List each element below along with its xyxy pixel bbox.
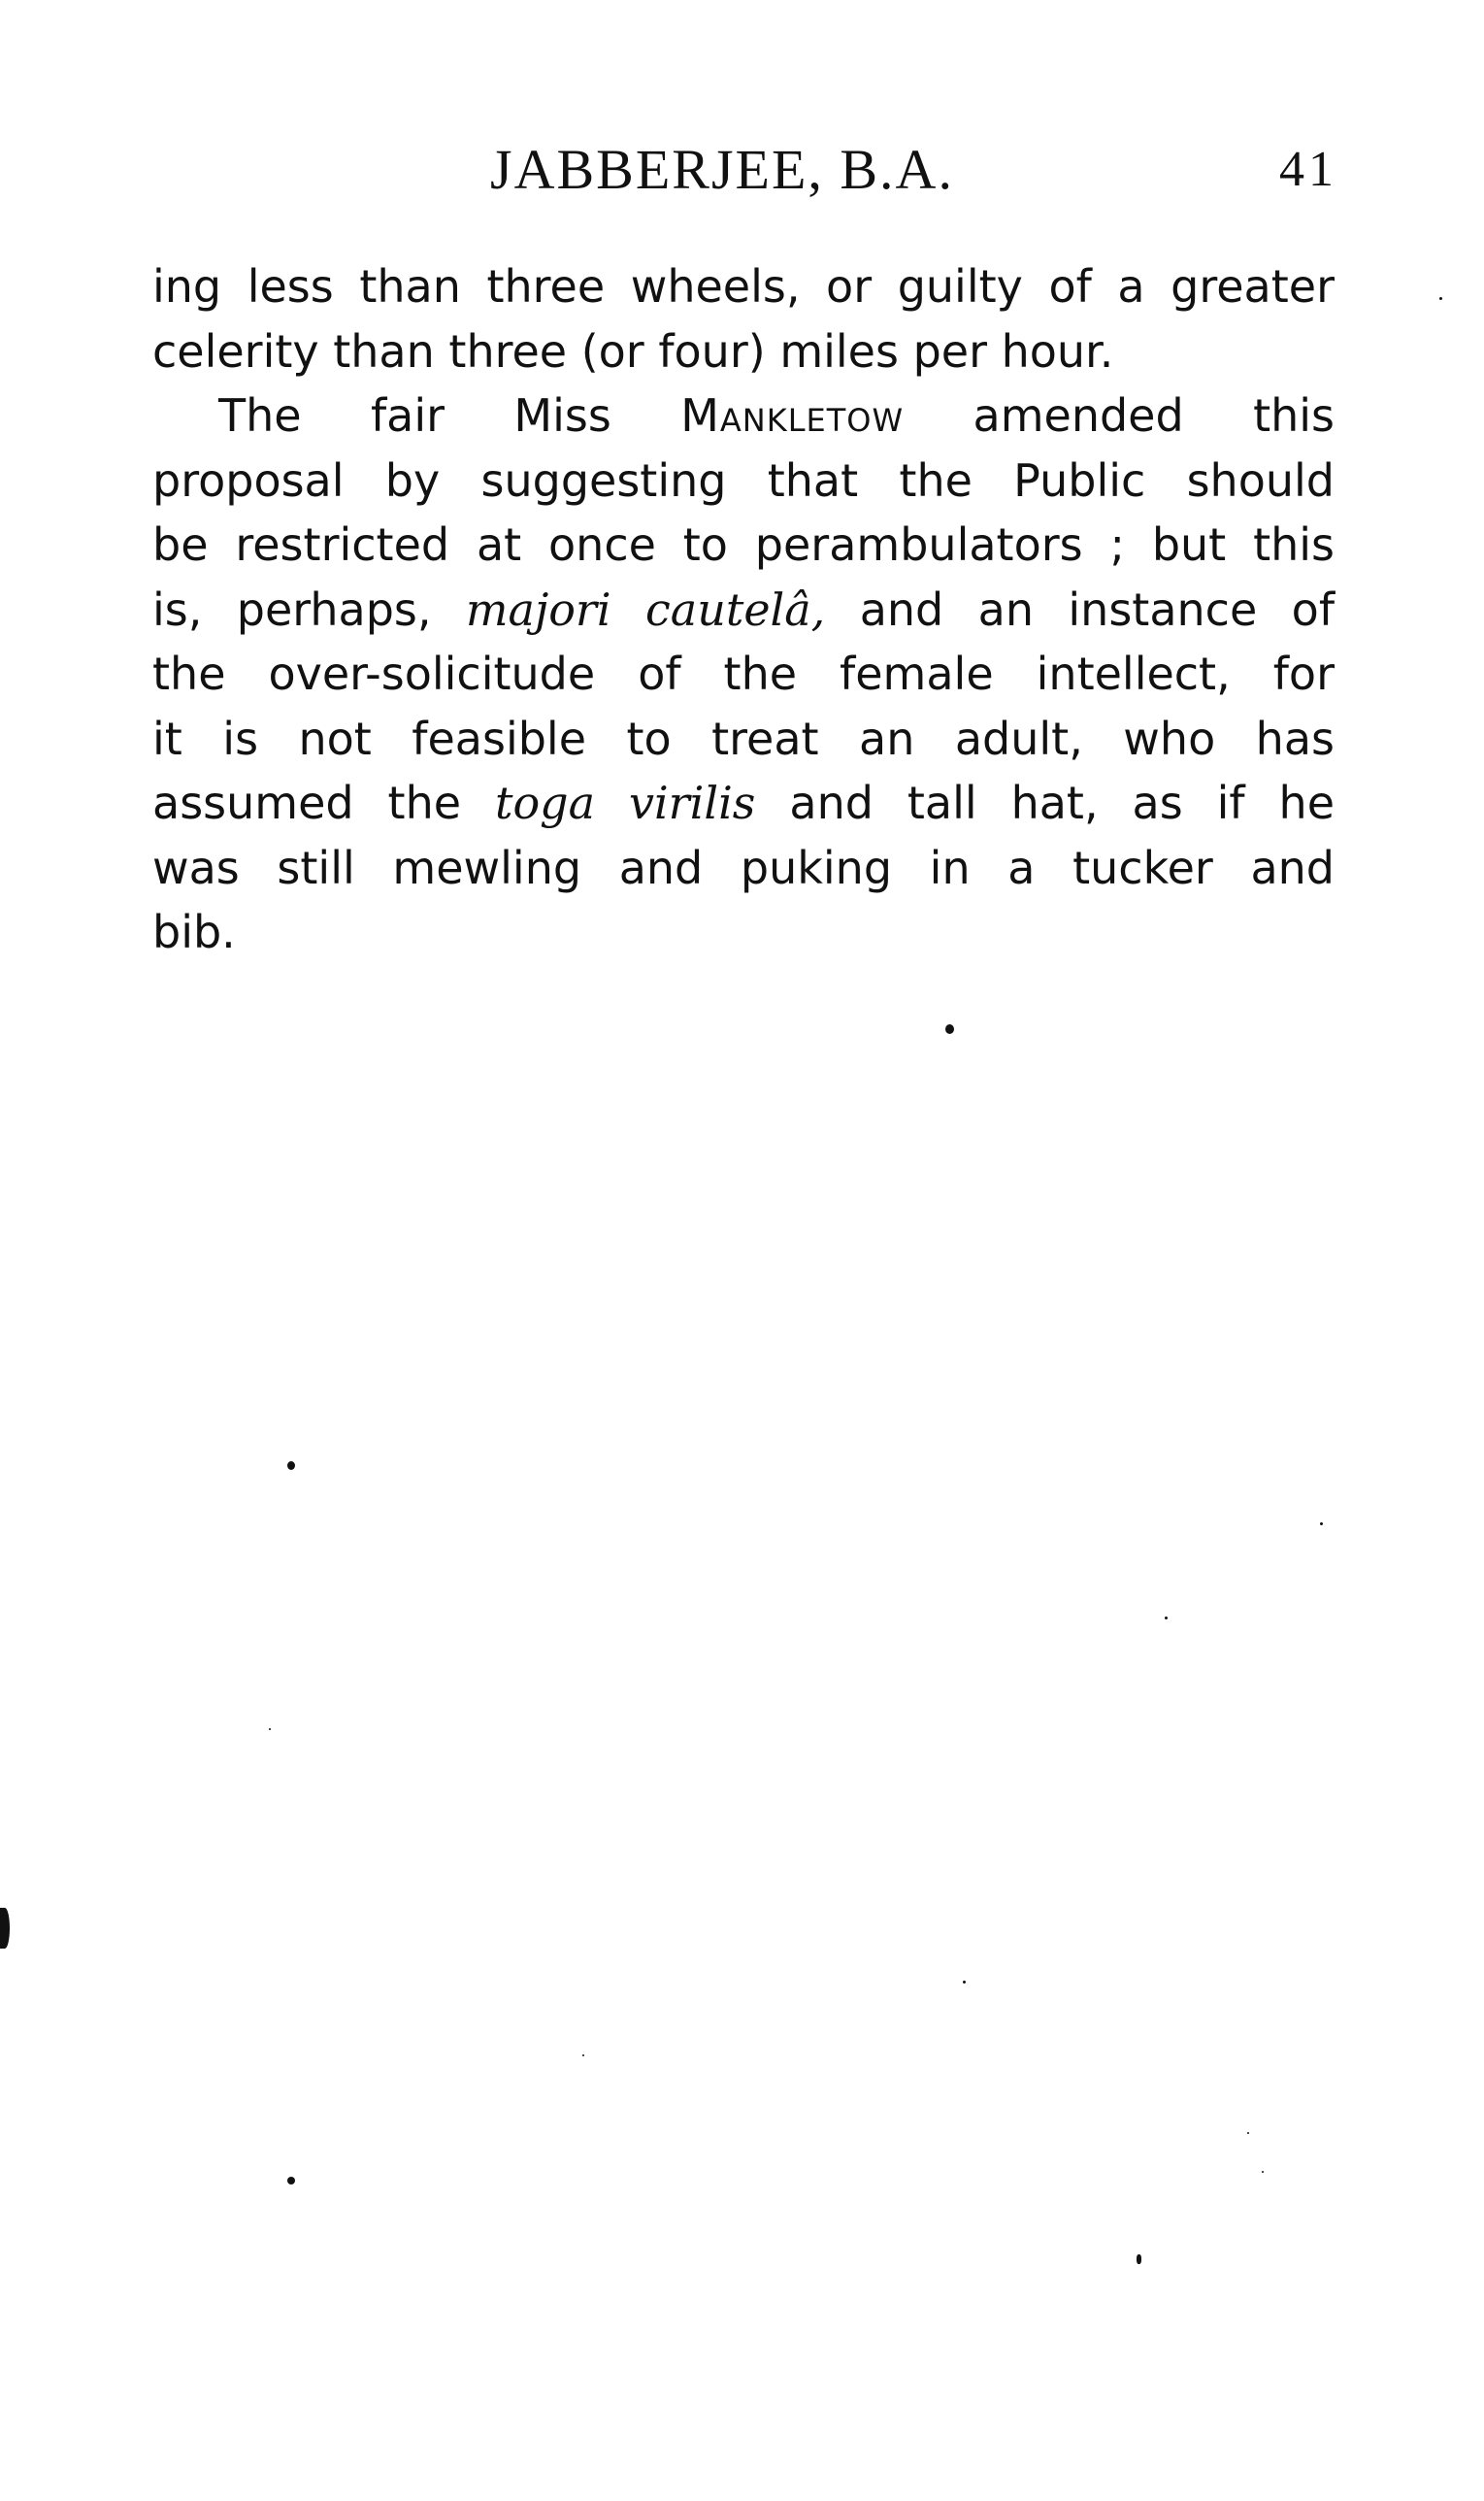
- character-name: Mankletow: [680, 389, 905, 442]
- text-fragment: assumed the: [152, 777, 462, 829]
- ink-speck: [287, 2177, 295, 2184]
- margin-ink-mark: [0, 1908, 10, 1949]
- latin-phrase: toga virilis: [494, 777, 756, 829]
- page-number: 41: [1279, 142, 1337, 197]
- text-line: the over-solicitude of the female intellect, for: [152, 648, 1335, 700]
- running-head: [0, 136, 1484, 204]
- paragraph-2: [152, 383, 1335, 965]
- ink-speck: [269, 1728, 271, 1730]
- text-line: celerity than three (or four) miles per hour.: [152, 324, 1114, 378]
- text-line: [152, 578, 1335, 643]
- ink-speck: [1247, 2132, 1249, 2134]
- text-fragment: amended this: [973, 389, 1336, 442]
- ink-speck: [963, 1981, 966, 1984]
- ink-speck: [1165, 1617, 1168, 1619]
- text-line: be restricted at once to perambulators ; but this: [152, 518, 1335, 571]
- text-line: was still mewling and puking in a tucker and: [152, 841, 1335, 894]
- ink-speck: [287, 1461, 295, 1470]
- text-line: [152, 771, 1335, 836]
- ink-speck: [945, 1024, 954, 1034]
- text-line: bib.: [152, 906, 236, 958]
- body-text: [152, 254, 1335, 965]
- ink-speck: [1320, 1522, 1323, 1525]
- text-line: it is not feasible to treat an adult, who has: [152, 712, 1335, 765]
- text-fragment: is, perhaps,: [152, 583, 432, 636]
- text-line: proposal by suggesting that the Public should: [152, 453, 1335, 507]
- paragraph-1: [152, 254, 1335, 383]
- text-fragment: and an instance of: [859, 583, 1336, 636]
- text-line: [152, 383, 1335, 449]
- running-title: JABBERJEE, B.A.: [490, 138, 954, 201]
- text-line: ing less than three wheels, or guilty of a greater: [152, 260, 1335, 313]
- ink-speck: [1262, 2171, 1264, 2173]
- ink-speck: [582, 2054, 584, 2056]
- text-fragment: and tall hat, as if he: [789, 777, 1336, 829]
- text-fragment: The fair Miss: [218, 389, 611, 442]
- ink-speck: [1137, 2254, 1141, 2264]
- ink-speck: [1439, 297, 1442, 300]
- latin-phrase: majori cautelâ,: [465, 583, 826, 636]
